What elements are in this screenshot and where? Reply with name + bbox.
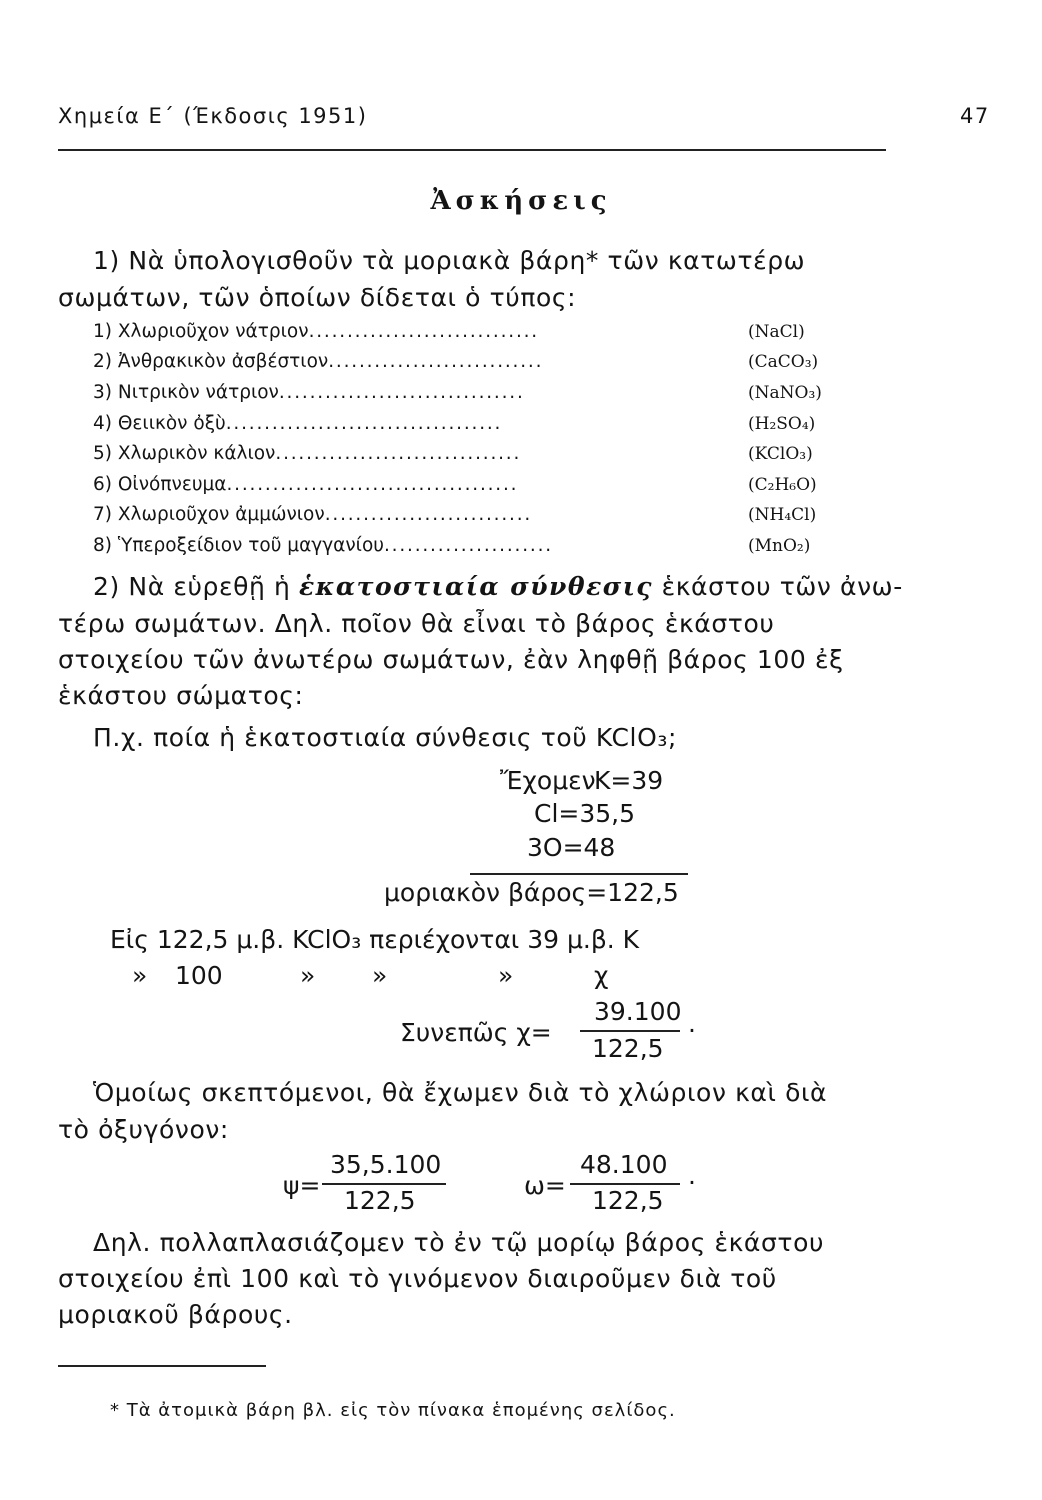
exercise-2-text: 2) Νὰ εὑρεθῇ ἡ bbox=[93, 572, 291, 601]
running-title: Χημεία Ε΄ (Έκδοσις 1951) bbox=[58, 104, 368, 128]
similarly-line-2: τὸ ὀξυγόνον: bbox=[58, 1115, 229, 1144]
example-question: Π.χ. ποία ἡ ἑκατοστιαία σύνθεσις τοῦ KClO₃; bbox=[93, 723, 678, 752]
compound-item bbox=[93, 535, 553, 556]
proportion-line-1: Εἰς 122,5 μ.β. KClO₃ περιέχονται 39 μ.β. K bbox=[110, 925, 640, 954]
calc-intro: Ἔχομεν bbox=[500, 766, 596, 795]
exercise-2-line-3: στοιχείου τῶν ἀνωτέρω σωμάτων, ἐὰν ληφθῇ βάρος 100 ἐξ bbox=[58, 645, 844, 674]
compound-formula: (KClO₃) bbox=[748, 444, 813, 464]
psi-denominator: 122,5 bbox=[344, 1186, 416, 1215]
exercise-1-line-2: σωμάτων, τῶν ὁποίων δίδεται ὁ τύπος: bbox=[58, 283, 577, 312]
exercise-2-line-4: ἑκάστου σώματος: bbox=[58, 681, 304, 710]
similarly-end: · bbox=[688, 1168, 696, 1197]
compound-item bbox=[93, 382, 525, 403]
compound-item bbox=[93, 351, 543, 372]
exercise-1-line-1: 1) Νὰ ὑπολογισθοῦν τὰ μοριακὰ βάρη* τῶν κατωτέρω bbox=[93, 246, 806, 275]
omega-prefix: ω= bbox=[524, 1171, 566, 1200]
compound-formula: (NaCl) bbox=[748, 322, 805, 342]
compound-name: 1) Χλωριοῦχον νάτριον bbox=[93, 321, 309, 342]
ditto-mark: » bbox=[372, 961, 388, 990]
leader-dots: ...................................... bbox=[226, 474, 519, 495]
compound-name: 6) Οἰνόπνευμα bbox=[93, 474, 227, 495]
result-denominator: 122,5 bbox=[592, 1034, 664, 1063]
compound-formula: (CaCO₃) bbox=[748, 352, 819, 372]
compound-item bbox=[93, 321, 539, 342]
leader-dots: ................................ bbox=[278, 382, 525, 403]
fraction-bar bbox=[570, 1183, 680, 1185]
ditto-mark: » bbox=[132, 961, 148, 990]
compound-item bbox=[93, 413, 502, 434]
compound-name: 8) Ὑπεροξείδιον τοῦ μαγγανίου bbox=[93, 535, 384, 556]
calc-total: μοριακὸν βάρος=122,5 bbox=[384, 878, 679, 907]
unknown-x: χ bbox=[594, 961, 609, 990]
compound-formula: (NaNO₃) bbox=[748, 383, 822, 403]
leader-dots: ........................... bbox=[324, 504, 533, 525]
compound-name: 4) Θειικὸν ὀξὺ bbox=[93, 413, 226, 434]
emphasized-term: ἑκατοστιαία σύνθεσις bbox=[298, 572, 654, 601]
compound-formula: (C₂H₆O) bbox=[748, 475, 817, 495]
exercise-2-text: ἑκάστου τῶν ἀνω- bbox=[661, 572, 903, 601]
footnote-rule bbox=[58, 1365, 266, 1367]
fraction-bar bbox=[580, 1030, 680, 1032]
leader-dots: .............................. bbox=[308, 321, 539, 342]
calc-chlorine: Cl=35,5 bbox=[534, 799, 636, 828]
exercise-2-line-2: τέρω σωμάτων. Δηλ. ποῖον θὰ εἶναι τὸ βάρος ἑκάστου bbox=[58, 609, 775, 638]
ditto-mark: » bbox=[498, 961, 514, 990]
compound-name: 3) Νιτρικὸν νάτριον bbox=[93, 382, 279, 403]
result-prefix: Συνεπῶς χ= bbox=[400, 1018, 552, 1047]
compound-name: 2) Ἀνθρακικὸν ἀσβέστιον bbox=[93, 351, 329, 372]
conclusion-line-1: Δηλ. πολλαπλασιάζομεν τὸ ἐν τῷ μορίῳ βάρος ἑκάστου bbox=[93, 1228, 825, 1257]
proportion-value: 100 bbox=[175, 961, 223, 990]
omega-denominator: 122,5 bbox=[592, 1186, 664, 1215]
fraction-bar bbox=[322, 1183, 446, 1185]
compound-formula: (MnO₂) bbox=[748, 536, 811, 556]
page-number: 47 bbox=[960, 104, 990, 128]
calc-oxygen: 3O=48 bbox=[527, 833, 616, 862]
conclusion-line-3: μοριακοῦ βάρους. bbox=[58, 1300, 293, 1329]
footnote: * Τὰ ἀτομικὰ βάρη βλ. εἰς τὸν πίνακα ἑπομένης σελίδος. bbox=[110, 1400, 676, 1421]
compound-formula: (NH₄Cl) bbox=[748, 505, 817, 525]
header-rule bbox=[58, 149, 886, 151]
compound-name: 7) Χλωριοῦχον ἀμμώνιον bbox=[93, 504, 325, 525]
ditto-mark: » bbox=[300, 961, 316, 990]
compound-formula: (H₂SO₄) bbox=[748, 414, 816, 434]
leader-dots: .................................... bbox=[225, 413, 503, 434]
result-numerator: 39.100 bbox=[594, 997, 682, 1026]
leader-dots: ............................ bbox=[328, 351, 544, 372]
compound-item bbox=[93, 443, 521, 464]
conclusion-line-2: στοιχείου ἐπὶ 100 καὶ τὸ γινόμενον διαιροῦμεν διὰ τοῦ bbox=[58, 1264, 777, 1293]
compound-name: 5) Χλωρικὸν κάλιον bbox=[93, 443, 276, 464]
similarly-line-1: Ὁμοίως σκεπτόμενοι, θὰ ἔχωμεν διὰ τὸ χλώριον καὶ διὰ bbox=[93, 1078, 828, 1107]
calc-potassium: K=39 bbox=[594, 766, 664, 795]
psi-numerator: 35,5.100 bbox=[330, 1150, 442, 1179]
omega-numerator: 48.100 bbox=[580, 1150, 668, 1179]
compound-item bbox=[93, 504, 532, 525]
leader-dots: ................................ bbox=[275, 443, 522, 464]
result-end: · bbox=[688, 1016, 696, 1045]
section-title: Ἀσκήσεις bbox=[430, 186, 612, 216]
exercise-2-line-1 bbox=[93, 572, 903, 601]
leader-dots: ...................... bbox=[383, 535, 553, 556]
psi-prefix: ψ= bbox=[283, 1171, 321, 1200]
compound-item bbox=[93, 474, 518, 495]
sum-rule bbox=[470, 873, 688, 875]
